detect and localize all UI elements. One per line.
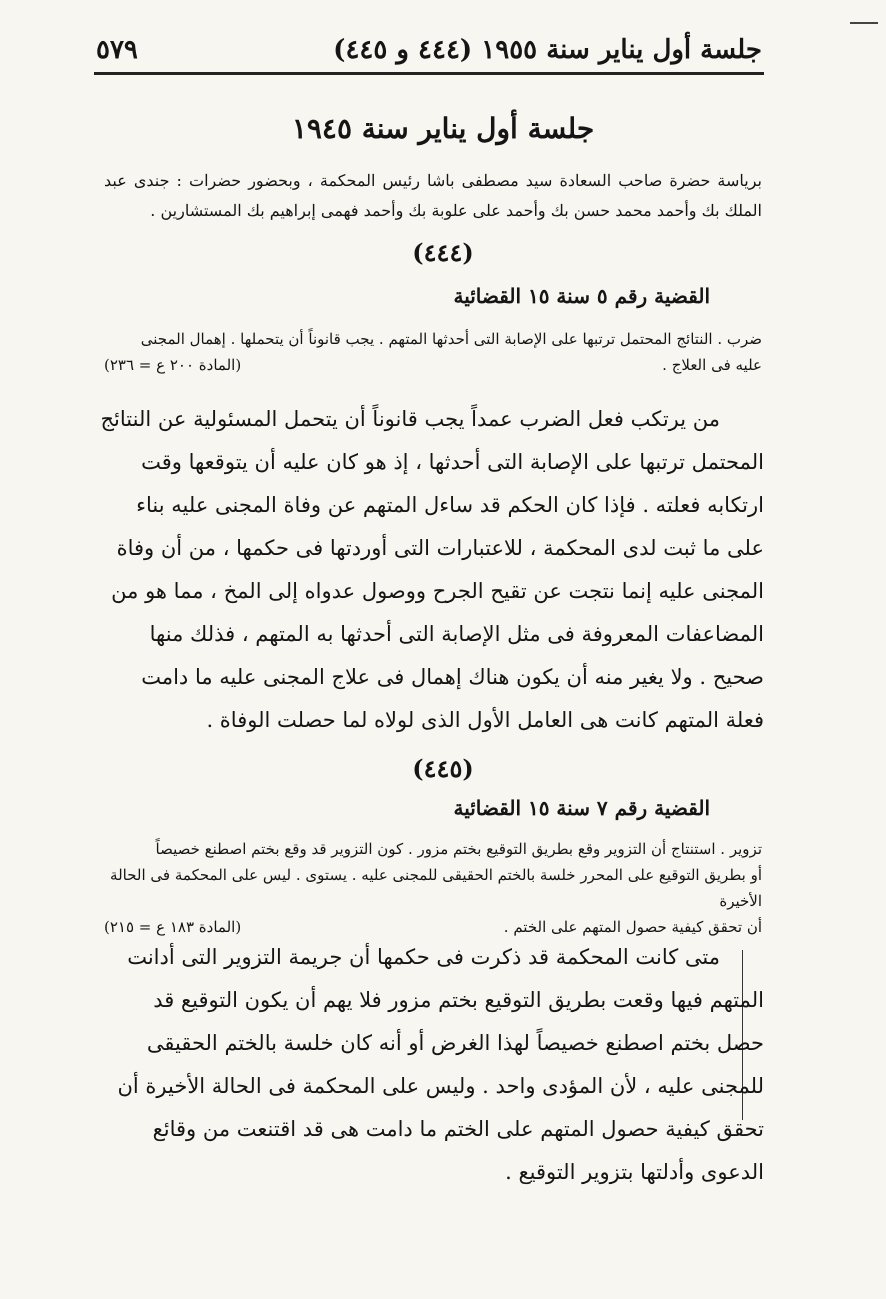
case-reference: القضية رقم ٥ سنة ١٥ القضائية xyxy=(453,284,710,308)
case-headnote xyxy=(104,326,762,378)
header-rule xyxy=(94,72,764,75)
headnote-line: عليه فى العلاج . xyxy=(662,356,762,374)
article-reference: (المادة ٢٠٠ ع = ٢٣٦) xyxy=(104,356,242,374)
body-paragraph: من يرتكب فعل الضرب عمداً يجب قانوناً أن يتحمل المسئولية عن النتائج المحتمل ترتبها على الإصابة التى أحدثها ، إذ هو كان عليه أن يتوقعها وقت ارتكابه فعلته . فإذا كان الحكم قد ساءل المتهم عن وفاة المجنى عليه بناء على ما ثبت لدى المحكمة ، للاعتبارات التى أوردتها فى حكمها ، من أن وفاة المجنى عليه إنما نتجت عن تقيح الجرح ووصول عدواه إلى المخ ، مما هو من المضاعفات المعروفة فى مثل الإصابة التى أحدثها به المتهم ، فذلك منها صحيح . ولا يغير منه أن يكون هناك إهمال فى علاج المجنى عليه ما دامت فعلة المتهم كانت هى العامل الأول الذى لولاه لما حصلت الوفاة . xyxy=(100,407,764,732)
case-headnote xyxy=(104,836,762,940)
case-number: (٤٤٥) xyxy=(412,754,474,783)
sitting-title: جلسة أول يناير سنة ١٩٤٥ xyxy=(291,112,595,145)
case-reference: القضية رقم ٧ سنة ١٥ القضائية xyxy=(453,796,710,820)
headnote-line: تزوير . استنتاج أن التزوير وقع بطريق التوقيع بختم مزور . كون التزوير قد وقع بختم اصطنع خصيصاً xyxy=(155,840,762,858)
corner-mark xyxy=(850,22,878,24)
headnote-line: ضرب . النتائج المحتمل ترتبها على الإصابة التى أحدثها المتهم . يجب قانوناً أن يتحملها . إهمال المجنى xyxy=(140,330,762,348)
case-body xyxy=(100,936,764,1194)
presidency-paragraph: برياسة حضرة صاحب السعادة سيد مصطفى باشا رئيس المحكمة ، وبحضور حضرات : جندى عبد الملك بك وأحمد محمد حسن بك وأحمد على علوبة بك وأحمد فهمى إبراهيم بك المستشارين . xyxy=(104,171,762,220)
case-number: (٤٤٤) xyxy=(412,238,474,267)
body-paragraph: متى كانت المحكمة قد ذكرت فى حكمها أن جريمة التزوير التى أدانت المتهم فيها وقعت بطريق التوقيع بختم مزور فلا يهم أن يكون التوقيع قد حصل بختم اصطنع خصيصاً لهذا الغرض أو أنه كان خلسة بالختم الحقيقى للمجنى عليه ، لأن المؤدى واحد . وليس على المحكمة فى الحالة الأخيرة أن تحقق كيفية حصول المتهم على الختم ما دامت هى قد اقتنعت من وقائع الدعوى وأدلتها بتزوير التوقيع . xyxy=(117,945,764,1184)
case-body xyxy=(100,398,764,742)
page-number: ٥٧٩ xyxy=(96,35,138,65)
headnote-line: أو بطريق التوقيع على المحرر خلسة بالختم الحقيقى للمجنى عليه . يستوى . ليس على المحكمة فى الحالة الأخيرة xyxy=(110,866,762,910)
headnote-line: أن تحقق كيفية حصول المتهم على الختم . xyxy=(503,918,762,936)
running-head-title: جلسة أول يناير سنة ١٩٥٥ (٤٤٤ و ٤٤٥) xyxy=(333,35,762,65)
article-reference: (المادة ١٨٣ ع = ٢١٥) xyxy=(104,918,242,936)
running-head xyxy=(96,30,762,70)
